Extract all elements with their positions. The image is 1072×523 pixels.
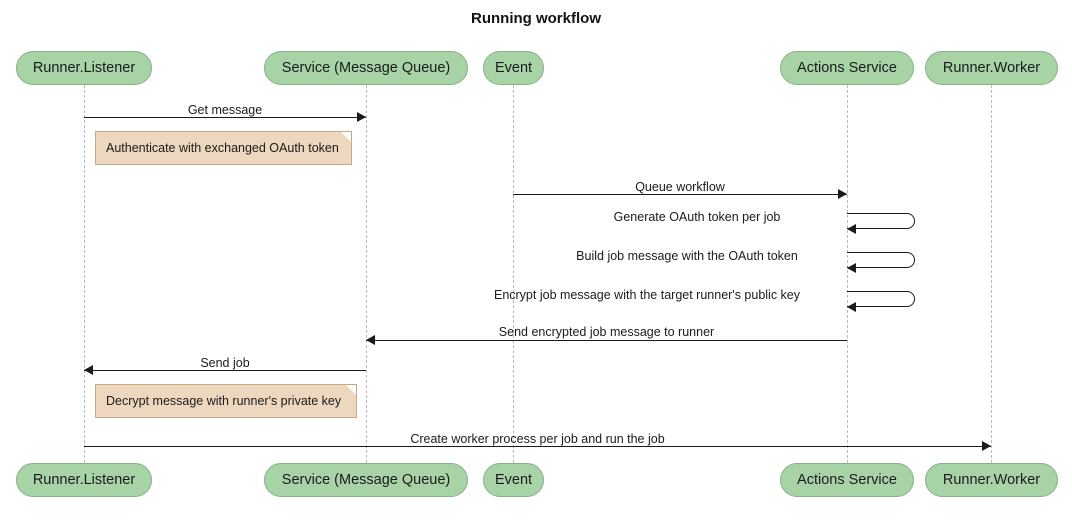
- arrow-head-send-job: [84, 365, 93, 375]
- message-label-encrypt-job-message: Encrypt job message with the target runner's public key: [493, 288, 800, 302]
- message-label-send-job: Send job: [200, 356, 250, 370]
- actor-runner-listener-bottom[interactable]: Runner.Listener: [16, 463, 152, 497]
- note-fold-icon: [346, 385, 356, 395]
- self-loop-encrypt-job-message: [847, 291, 915, 307]
- page-title: Running workflow: [471, 10, 601, 27]
- actor-event-bottom[interactable]: Event: [483, 463, 544, 497]
- arrow-head-create-worker-process: [982, 441, 991, 451]
- message-label-create-worker-process: Create worker process per job and run the job: [410, 432, 665, 446]
- arrow-head-get-message: [357, 112, 366, 122]
- actor-actions-service-top[interactable]: Actions Service: [780, 51, 914, 85]
- lifeline-actions-service: [847, 85, 848, 463]
- note-authenticate: [95, 131, 352, 165]
- message-label-queue-workflow: Queue workflow: [635, 180, 725, 194]
- arrow-head-send-encrypted-job-message: [366, 335, 375, 345]
- lifeline-service-message-queue: [366, 85, 367, 463]
- message-line-send-encrypted-job-message: [366, 340, 847, 341]
- note-fold-icon: [341, 132, 351, 142]
- note-decrypt: [95, 384, 357, 418]
- actor-service-message-queue-bottom[interactable]: Service (Message Queue): [264, 463, 468, 497]
- actor-runner-worker-top[interactable]: Runner.Worker: [925, 51, 1058, 85]
- note-decrypt-label: Decrypt message with runner's private key: [106, 394, 342, 408]
- lifeline-event: [513, 85, 514, 463]
- lifeline-runner-worker: [991, 85, 992, 463]
- arrow-head-build-job-message: [847, 263, 856, 273]
- note-authenticate-label: Authenticate with exchanged OAuth token: [106, 141, 339, 155]
- lifeline-runner-listener: [84, 85, 85, 463]
- arrow-head-queue-workflow: [838, 189, 847, 199]
- message-line-create-worker-process: [84, 446, 991, 447]
- arrow-head-generate-oauth-token: [847, 224, 856, 234]
- self-loop-generate-oauth-token: [847, 213, 915, 229]
- message-line-send-job: [84, 370, 366, 371]
- actor-runner-listener-top[interactable]: Runner.Listener: [16, 51, 152, 85]
- message-label-generate-oauth-token: Generate OAuth token per job: [613, 210, 781, 224]
- arrow-head-encrypt-job-message: [847, 302, 856, 312]
- message-label-send-encrypted-job-message: Send encrypted job message to runner: [498, 325, 715, 339]
- actor-runner-worker-bottom[interactable]: Runner.Worker: [925, 463, 1058, 497]
- actor-service-message-queue-top[interactable]: Service (Message Queue): [264, 51, 468, 85]
- message-label-build-job-message: Build job message with the OAuth token: [576, 249, 798, 263]
- message-line-get-message: [84, 117, 366, 118]
- message-label-get-message: Get message: [187, 103, 263, 117]
- actor-event-top[interactable]: Event: [483, 51, 544, 85]
- self-loop-build-job-message: [847, 252, 915, 268]
- actor-actions-service-bottom[interactable]: Actions Service: [780, 463, 914, 497]
- message-line-queue-workflow: [513, 194, 847, 195]
